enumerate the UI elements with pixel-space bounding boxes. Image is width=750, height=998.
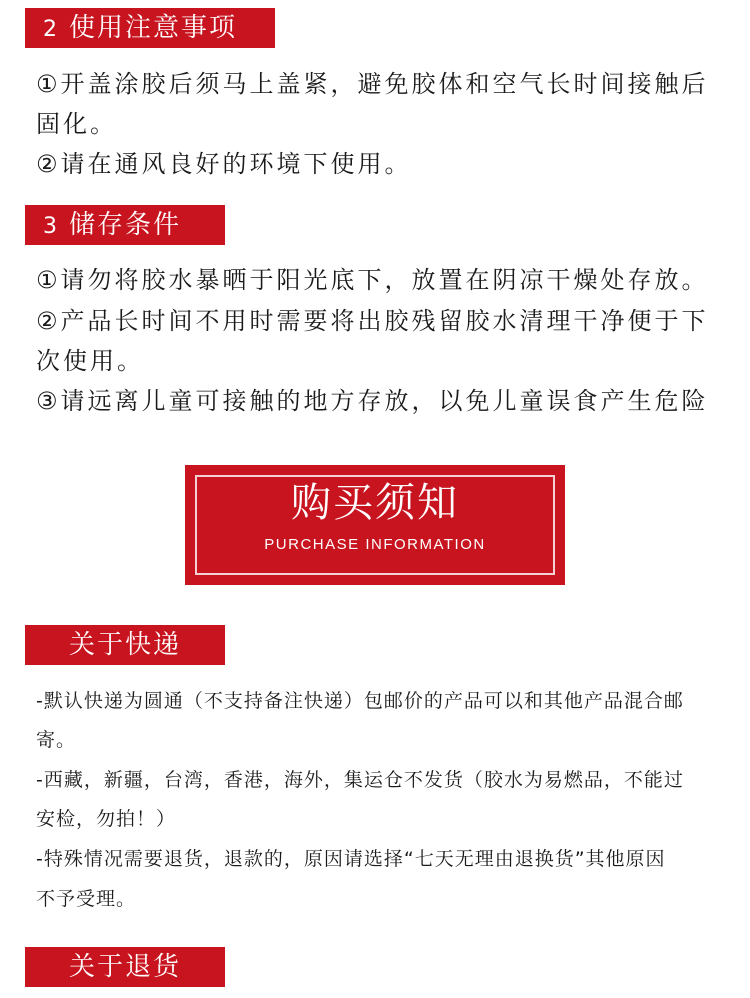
section-title: 关于快递 bbox=[68, 630, 181, 660]
delivery-line-2: 寄。 bbox=[36, 729, 77, 751]
usage-line-2: 固化。 bbox=[36, 110, 117, 138]
storage-line-3: 次使用。 bbox=[36, 347, 144, 375]
section-header-usage bbox=[25, 8, 275, 48]
section-title: 使用注意事项 bbox=[69, 13, 238, 43]
section-title: 关于退货 bbox=[68, 952, 181, 982]
delivery-line-5: -特殊情况需要退货，退款的，原因请选择“七天无理由退换货”其他原因 bbox=[36, 848, 666, 870]
purchase-info-banner bbox=[185, 465, 565, 585]
section-number: 2 bbox=[43, 17, 59, 42]
usage-line-1: ①开盖涂胶后须马上盖紧，避免胶体和空气长时间接触后 bbox=[36, 70, 709, 98]
section-header-returns bbox=[25, 947, 225, 987]
section-number: 3 bbox=[43, 214, 59, 239]
delivery-line-1: -默认快递为圆通（不支持备注快递）包邮价的产品可以和其他产品混合邮 bbox=[36, 690, 684, 712]
storage-line-4: ③请远离儿童可接触的地方存放，以免儿童误食产生危险 bbox=[36, 387, 709, 415]
section-header-storage bbox=[25, 205, 225, 245]
delivery-line-6: 不予受理。 bbox=[36, 888, 137, 910]
storage-line-2: ②产品长时间不用时需要将出胶残留胶水清理干净便于下 bbox=[36, 307, 709, 335]
banner-subtitle: PURCHASE INFORMATION bbox=[264, 536, 486, 553]
delivery-line-3: -西藏，新疆，台湾，香港，海外，集运仓不发货（胶水为易燃品，不能过 bbox=[36, 769, 684, 791]
delivery-line-4: 安检，勿拍！） bbox=[36, 808, 177, 830]
section-header-delivery bbox=[25, 625, 225, 665]
section-title: 储存条件 bbox=[69, 210, 182, 240]
storage-line-1: ①请勿将胶水暴晒于阳光底下，放置在阴凉干燥处存放。 bbox=[36, 266, 709, 294]
banner-title: 购买须知 bbox=[291, 480, 459, 526]
usage-line-3: ②请在通风良好的环境下使用。 bbox=[36, 150, 412, 178]
